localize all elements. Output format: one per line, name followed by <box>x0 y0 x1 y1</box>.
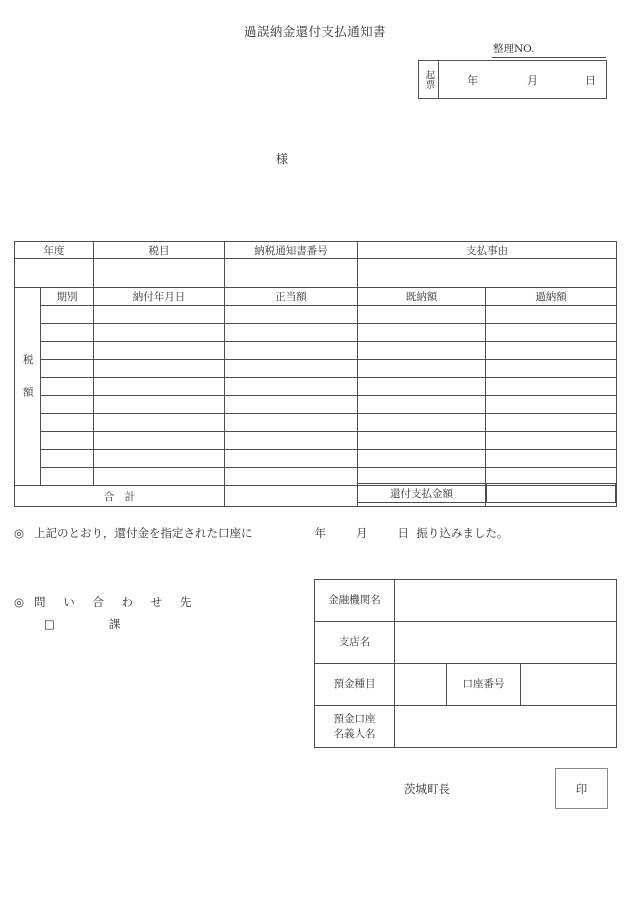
tax-amount-table <box>14 241 616 507</box>
cell-kano-gaku[interactable] <box>486 414 617 432</box>
bank-row-institution <box>315 580 617 622</box>
account-number-label: 口座番号 <box>447 664 521 706</box>
table-row <box>15 450 617 468</box>
deposit-type-label: 預金種目 <box>315 664 395 706</box>
seal-stamp-box[interactable] <box>555 768 608 809</box>
row-group-label-text: 税額 <box>21 354 34 419</box>
row-group-label-zeigaku <box>15 288 41 486</box>
cell-kibetsu[interactable] <box>41 342 94 360</box>
table-row <box>15 432 617 450</box>
issue-date-box <box>418 60 607 99</box>
cell-kino-gaku[interactable] <box>358 306 486 324</box>
cell-kino-gaku[interactable] <box>358 324 486 342</box>
bank-institution-label: 金融機関名 <box>315 580 395 622</box>
subheader-nofu-date: 納付年月日 <box>94 288 225 306</box>
cell-kibetsu[interactable] <box>41 414 94 432</box>
cell-seito-gaku[interactable] <box>225 432 358 450</box>
cell-nofu-date[interactable] <box>94 378 225 396</box>
cell-seito-gaku[interactable] <box>225 396 358 414</box>
bullet-mark-icon: ◎ <box>14 595 25 609</box>
table-row <box>15 342 617 360</box>
bank-row-branch <box>315 622 617 664</box>
cell-seito-gaku[interactable] <box>225 306 358 324</box>
header-nendo: 年度 <box>15 242 94 259</box>
cell-nofu-date[interactable] <box>94 324 225 342</box>
statement-month-unit: 月 <box>356 526 368 540</box>
addressee-honorific: 様 <box>276 152 289 166</box>
issuer-name: 茨城町長 <box>404 782 450 796</box>
seal-label: 印 <box>575 781 588 796</box>
cell-kibetsu[interactable] <box>41 468 94 486</box>
checkbox-icon[interactable]: □ <box>44 617 55 631</box>
subheader-kano-gaku: 過納額 <box>486 288 617 306</box>
bank-row-deposit-type <box>315 664 617 706</box>
contact-section-line <box>44 616 120 632</box>
cell-nofu-date[interactable] <box>94 342 225 360</box>
reference-number-label: 整理NO. <box>493 43 535 55</box>
cell-kano-gaku[interactable] <box>486 432 617 450</box>
header-shiharai-jiyu: 支払事由 <box>358 242 617 259</box>
subheader-kino-gaku: 既納額 <box>358 288 486 306</box>
cell-kano-gaku[interactable] <box>486 396 617 414</box>
reference-number-rule <box>492 57 606 58</box>
cell-kibetsu[interactable] <box>41 360 94 378</box>
cell-kibetsu[interactable] <box>41 450 94 468</box>
account-number-value[interactable] <box>521 664 617 706</box>
cell-kibetsu[interactable] <box>41 306 94 324</box>
cell-nofu-date[interactable] <box>94 360 225 378</box>
bank-account-table <box>314 579 616 748</box>
cell-kano-gaku[interactable] <box>486 324 617 342</box>
issue-year-unit: 年 <box>467 73 478 87</box>
cell-seito-gaku[interactable] <box>225 468 358 486</box>
cell-nofu-date[interactable] <box>94 414 225 432</box>
cell-kino-gaku[interactable] <box>358 432 486 450</box>
subheader-seito-gaku: 正当額 <box>225 288 358 306</box>
cell-nofu-date[interactable] <box>94 306 225 324</box>
refund-amount-label: 還付支払金額 <box>357 483 486 503</box>
account-holder-value[interactable] <box>395 706 617 748</box>
cell-nofu-date[interactable] <box>94 468 225 486</box>
bank-branch-label: 支店名 <box>315 622 395 664</box>
bullet-mark-icon: ◎ <box>14 526 25 540</box>
cell-nofu-date[interactable] <box>94 432 225 450</box>
account-holder-label <box>315 706 395 748</box>
cell-kano-gaku[interactable] <box>486 360 617 378</box>
value-zeimoku[interactable] <box>94 259 225 288</box>
cell-kino-gaku[interactable] <box>358 414 486 432</box>
cell-kano-gaku[interactable] <box>486 450 617 468</box>
value-tsuchisho-bango[interactable] <box>225 259 358 288</box>
cell-kibetsu[interactable] <box>41 378 94 396</box>
issue-date-fields[interactable] <box>439 61 606 98</box>
issue-day-unit: 日 <box>585 73 596 87</box>
table-top-value-row <box>15 259 617 288</box>
cell-nofu-date[interactable] <box>94 450 225 468</box>
statement-text-before: 上記のとおり，還付金を指定された口座に <box>34 526 253 540</box>
cell-kano-gaku[interactable] <box>486 378 617 396</box>
header-tsuchisho-bango: 納税通知書番号 <box>225 242 358 259</box>
header-zeimoku: 税目 <box>94 242 225 259</box>
cell-kino-gaku[interactable] <box>358 450 486 468</box>
table-row <box>15 414 617 432</box>
issue-month-unit: 月 <box>527 73 538 87</box>
cell-kibetsu[interactable] <box>41 324 94 342</box>
cell-seito-gaku[interactable] <box>225 378 358 396</box>
refund-amount-row <box>357 483 616 503</box>
refund-amount-value[interactable] <box>486 483 616 503</box>
cell-kino-gaku[interactable] <box>358 378 486 396</box>
page-title: 過誤納金還付支払通知書 <box>244 24 386 39</box>
account-holder-label-line2: 名義人名 <box>333 727 376 740</box>
total-seito-gaku[interactable] <box>225 486 358 507</box>
cell-seito-gaku[interactable] <box>225 414 358 432</box>
statement-text-after: 振り込みました。 <box>416 526 509 540</box>
cell-nofu-date[interactable] <box>94 396 225 414</box>
cell-kibetsu[interactable] <box>41 396 94 414</box>
table-row <box>15 378 617 396</box>
cell-kino-gaku[interactable] <box>358 396 486 414</box>
bank-branch-value[interactable] <box>395 622 617 664</box>
table-row <box>15 324 617 342</box>
contact-heading <box>14 594 198 610</box>
bank-row-holder <box>315 706 617 748</box>
table-row <box>15 360 617 378</box>
cell-kino-gaku[interactable] <box>358 342 486 360</box>
cell-kibetsu[interactable] <box>41 432 94 450</box>
account-holder-label-line1: 預金口座 <box>333 713 376 726</box>
cell-kano-gaku[interactable] <box>486 306 617 324</box>
cell-seito-gaku[interactable] <box>225 450 358 468</box>
cell-kano-gaku[interactable] <box>486 342 617 360</box>
table-header-row <box>15 242 617 259</box>
bank-institution-value[interactable] <box>395 580 617 622</box>
total-label: 合 計 <box>15 486 225 507</box>
issue-date-label: 起票 <box>419 61 439 98</box>
table-subheader-row <box>15 288 617 306</box>
statement-year-unit: 年 <box>314 526 327 540</box>
cell-kino-gaku[interactable] <box>358 360 486 378</box>
deposit-type-value[interactable] <box>395 664 447 706</box>
transfer-statement <box>14 525 508 541</box>
table-row <box>15 396 617 414</box>
statement-day-unit: 日 <box>397 526 410 540</box>
value-shiharai-jiyu[interactable] <box>358 259 617 288</box>
table-row <box>15 306 617 324</box>
cell-seito-gaku[interactable] <box>225 342 358 360</box>
contact-section-label: 課 <box>108 617 121 631</box>
cell-seito-gaku[interactable] <box>225 360 358 378</box>
subheader-kibetsu: 期別 <box>41 288 94 306</box>
value-nendo[interactable] <box>15 259 94 288</box>
contact-heading-text: 問 い 合 わ せ 先 <box>34 595 199 609</box>
cell-seito-gaku[interactable] <box>225 324 358 342</box>
